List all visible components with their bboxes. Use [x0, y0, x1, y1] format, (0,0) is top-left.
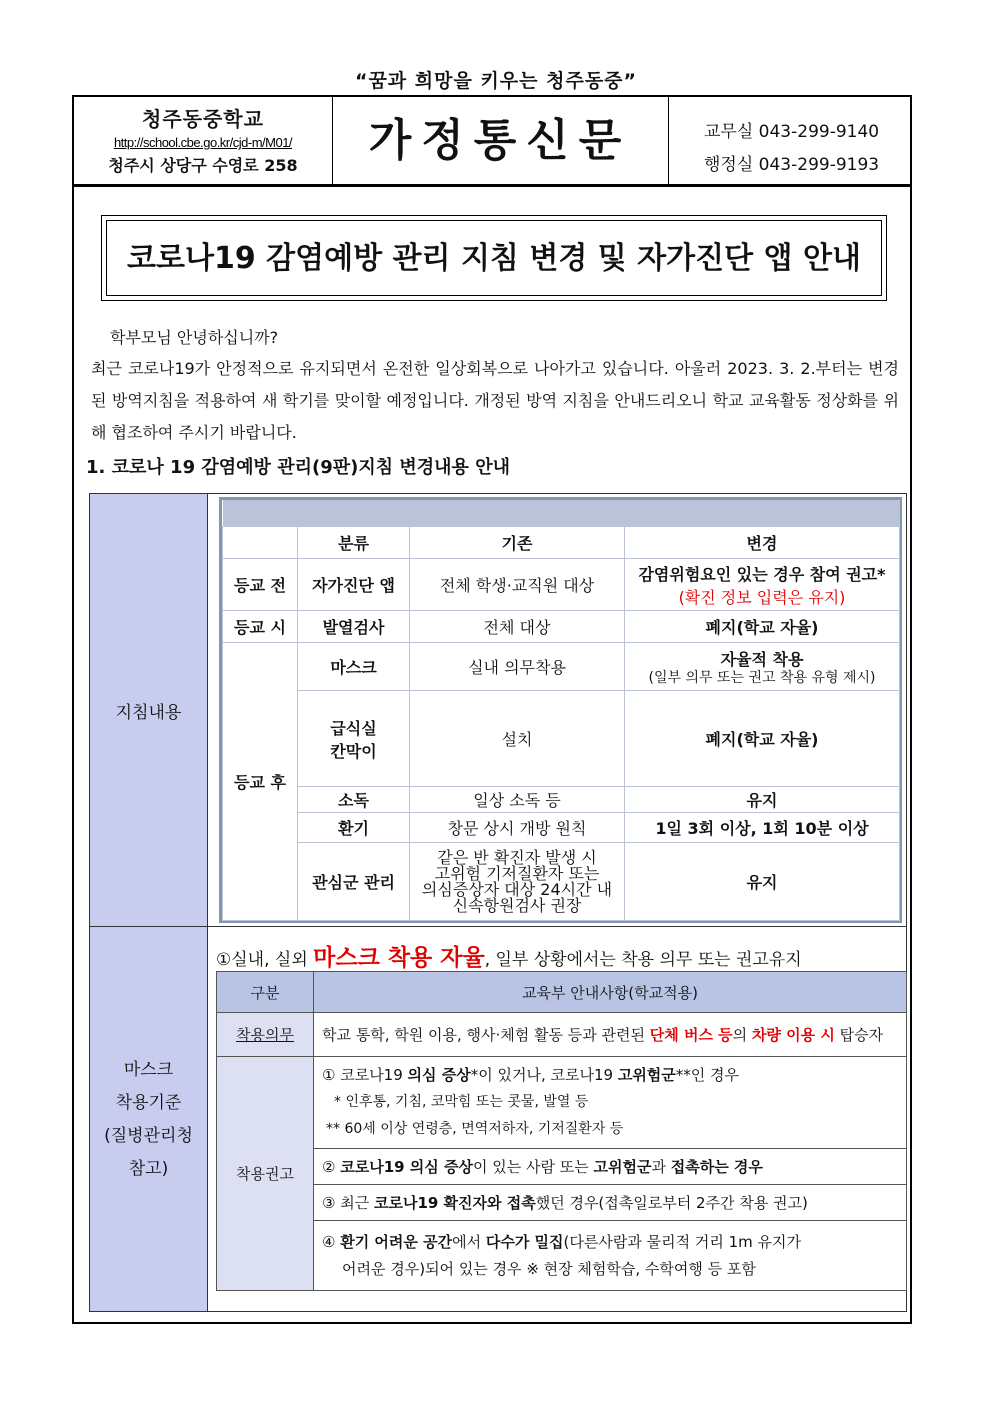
r2-part: ② — [322, 1158, 341, 1176]
duty-part: 의 — [732, 1026, 752, 1044]
recommend-item-3 — [314, 1185, 907, 1221]
mask-heading-part: , 일부 상황에서는 착용 의무 또는 권고유지 — [484, 950, 802, 970]
duty-text — [314, 1013, 907, 1057]
cell-category-line2: 칸막이 — [330, 741, 377, 761]
r1-emph: 의심 증상 — [407, 1066, 471, 1084]
letter-header — [74, 97, 910, 186]
r4-emph: 다수가 밀집 — [485, 1232, 564, 1251]
r2-emph: 코로나19 의심 증상 — [340, 1158, 473, 1176]
duty-part: 학교 통학, 학원 이용, 행사·체험 활동 등과 관련된 — [322, 1026, 650, 1044]
mask-heading-part: ①실내, 실외 — [216, 950, 314, 970]
duty-emph: 차량 이용 시 — [751, 1026, 835, 1044]
table-header-row — [223, 527, 900, 559]
guideline-table — [222, 500, 900, 921]
cell-old-line: 신속항원검사 권장 — [452, 895, 582, 915]
mask-table — [216, 971, 907, 1291]
table-row — [217, 1149, 907, 1185]
school-motto: “꿈과 희망을 키우는 청주동중” — [354, 70, 638, 92]
r3-part: 했던 경우(접촉일로부터 2주간 착용 권고) — [535, 1194, 808, 1212]
table-row — [223, 787, 900, 813]
r4-part: (다른사람과 물리적 거리 1m 유지가 — [563, 1232, 801, 1251]
cell-old: 전체 대상 — [410, 611, 625, 643]
cell-category: 환기 — [298, 813, 410, 843]
r1-emph: 고위험군 — [617, 1066, 676, 1084]
mask-label-line: 참고) — [128, 1159, 169, 1179]
contact-info — [668, 97, 910, 184]
col-category: 분류 — [298, 527, 410, 559]
r2-part: 과 — [651, 1158, 671, 1176]
r4-part: ④ — [322, 1232, 341, 1251]
table-row — [217, 1013, 907, 1057]
contact-office: 교무실 043-299-9140 — [704, 122, 880, 142]
mask-table-header — [217, 972, 907, 1013]
contact-admin: 행정실 043-299-9193 — [704, 155, 880, 175]
cell-category — [298, 691, 410, 787]
r1-note: ** 60세 이상 연령층, 면역저하자, 기저질환자 등 — [326, 1121, 624, 1137]
mask-block — [89, 927, 907, 1312]
cell-new: 폐지(학교 자율) — [625, 691, 900, 787]
cell-new-main: 자율적 착용 — [720, 650, 804, 669]
section-1-heading: 1. 코로나 19 감염예방 관리(9판)지침 변경내용 안내 — [86, 457, 510, 478]
cell-category: 발열검사 — [298, 611, 410, 643]
recommend-item-2 — [314, 1149, 907, 1185]
r1-note: * 인후통, 기침, 코막힘 또는 콧물, 발열 등 — [334, 1094, 589, 1110]
cell-new: 1일 3회 이상, 1회 10분 이상 — [625, 813, 900, 843]
table-row — [223, 611, 900, 643]
cell-new-note: (확진 정보 입력은 유지) — [678, 587, 846, 607]
cell-category: 소독 — [298, 787, 410, 813]
r1-part: ① 코로나19 — [322, 1066, 408, 1084]
header-divider — [74, 186, 910, 187]
guideline-label: 지침내용 — [90, 494, 208, 926]
r2-part: 이 있는 사람 또는 — [472, 1158, 594, 1176]
document-title: 코로나19 감염예방 관리 지침 변경 및 자가진단 앱 안내 — [106, 220, 882, 296]
guideline-block — [89, 493, 907, 927]
cell-old: 창문 상시 개방 원칙 — [410, 813, 625, 843]
mask-label-line: 마스크 — [123, 1060, 174, 1080]
intro-paragraph: 최근 코로나19가 안정적으로 유지되면서 온전한 일상회복으로 나아가고 있습니다. 아울러 2023. 3. 2.부터는 변경된 방역지침을 적용하여 새 학기를 맞이할 예정입니다. 개정된 방역 지침을 안내드리오니 학교 교육활동 정상화를 위해 협조하여 주시기 바랍니다. — [91, 359, 899, 442]
mask-heading — [216, 939, 802, 972]
cell-new — [625, 559, 900, 611]
cell-category: 자가진단 앱 — [298, 559, 410, 611]
duty-label: 착용의무 — [217, 1013, 314, 1057]
cell-old-line: 같은 반 확진자 발생 시 — [437, 847, 597, 867]
r3-emph: 코로나19 확진자와 접촉 — [373, 1194, 536, 1212]
table-row — [223, 813, 900, 843]
table-band — [223, 500, 900, 527]
phase-during: 등교 시 — [223, 611, 298, 643]
table-row — [223, 691, 900, 787]
r3-part: ③ 최근 — [322, 1194, 374, 1212]
phase-after: 등교 후 — [223, 643, 298, 921]
mask-label-line: (질병관리청 — [104, 1126, 193, 1146]
letter-title: 가정통신문 — [332, 97, 669, 184]
table-row — [217, 1057, 907, 1149]
recommend-label: 착용권고 — [217, 1057, 314, 1291]
table-row — [223, 643, 900, 691]
cell-category: 마스크 — [298, 643, 410, 691]
mask-label-line: 착용기준 — [115, 1093, 182, 1113]
cell-new — [625, 643, 900, 691]
newsletter-frame — [72, 95, 912, 1324]
cell-old: 전체 학생·교직원 대상 — [410, 559, 625, 611]
r4-cont: 어려운 경우)되어 있는 경우 ※ 현장 체험학습, 수학여행 등 포함 — [342, 1259, 756, 1278]
cell-old: 실내 의무착용 — [410, 643, 625, 691]
cell-new: 유지 — [625, 787, 900, 813]
col-new: 변경 — [625, 527, 900, 559]
cell-old: 일상 소독 등 — [410, 787, 625, 813]
cell-category: 관심군 관리 — [298, 843, 410, 921]
cell-new-note: (일부 의무 또는 권고 착용 유형 제시) — [648, 670, 876, 686]
col-division: 구분 — [217, 972, 314, 1013]
cell-new: 유지 — [625, 843, 900, 921]
r1-part: *이 있거나, 코로나19 — [470, 1066, 618, 1084]
r2-emph: 고위험군 — [593, 1158, 652, 1176]
cell-new: 폐지(학교 자율) — [625, 611, 900, 643]
school-url-link[interactable]: http://school.cbe.go.kr/cjd-m/M01/ — [113, 135, 293, 150]
cell-category-line1: 급식실 — [330, 718, 377, 738]
mask-label — [90, 927, 208, 1311]
r4-part: 에서 — [452, 1232, 486, 1251]
table-row — [223, 559, 900, 611]
mask-heading-emph: 마스크 착용 자율 — [313, 945, 485, 971]
document-title-box — [101, 215, 887, 301]
cell-old: 설치 — [410, 691, 625, 787]
r2-emph: 접촉하는 경우 — [670, 1158, 763, 1176]
recommend-item-4 — [314, 1221, 907, 1291]
greeting: 학부모님 안녕하십니까? — [110, 328, 279, 347]
school-info — [74, 97, 333, 184]
cell-new-main: 감염위험요인 있는 경우 참여 권고* — [638, 564, 886, 584]
cell-old — [410, 843, 625, 921]
r1-part: **인 경우 — [675, 1066, 740, 1084]
school-address: 청주시 상당구 수영로 258 — [108, 156, 298, 175]
cell-old-line: 고위험 기저질환자 또는 — [434, 863, 600, 883]
r4-emph: 환기 어려운 공간 — [340, 1232, 453, 1251]
duty-part: 탑승자 — [834, 1026, 884, 1044]
table-row — [223, 843, 900, 921]
table-row — [217, 1185, 907, 1221]
phase-before: 등교 전 — [223, 559, 298, 611]
school-name: 청주동중학교 — [142, 107, 264, 131]
col-guidance: 교육부 안내사항(학교적용) — [314, 972, 907, 1013]
cell-old-line: 의심증상자 대상 24시간 내 — [421, 879, 613, 899]
table-row — [217, 1221, 907, 1291]
col-old: 기존 — [410, 527, 625, 559]
recommend-item-1 — [314, 1057, 907, 1149]
guideline-table-wrap — [219, 497, 902, 923]
duty-emph: 단체 버스 등 — [649, 1026, 733, 1044]
